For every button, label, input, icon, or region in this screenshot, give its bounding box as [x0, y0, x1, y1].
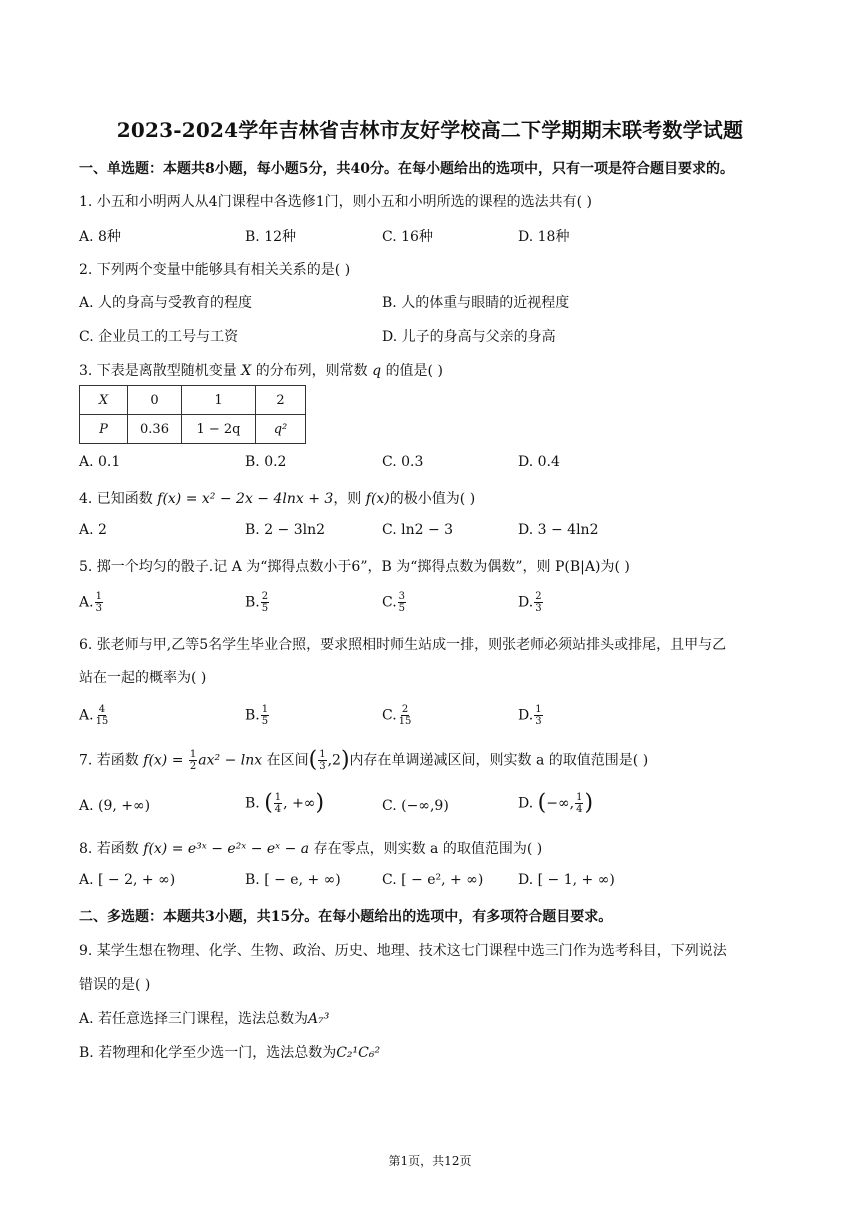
question-7-stem — [79, 749, 648, 772]
section-heading-multi-choice: 二、多选题：本题共3小题，共15分。在每小题给出的选项中，有多项符合题目要求。 — [79, 909, 613, 925]
paren: ( — [537, 790, 547, 816]
option-label: D. — [518, 795, 534, 812]
q8-option-b: B. [ − e, + ∞) — [245, 872, 341, 888]
denominator: 5 — [261, 603, 269, 614]
q4-option-d: D. 3 − 4ln2 — [518, 522, 599, 538]
question-9-stem-line-2: 错误的是( ) — [79, 977, 151, 993]
denominator: 5 — [261, 716, 269, 727]
fraction — [261, 704, 269, 727]
table-cell: P — [80, 415, 128, 444]
q7-function-head: f(x) = — [143, 752, 184, 769]
q6-option-b — [245, 704, 270, 727]
numerator: 2 — [401, 704, 409, 715]
q3-parameter: q — [372, 363, 382, 379]
paren: ) — [584, 790, 594, 816]
q4-option-a: A. 2 — [79, 522, 107, 538]
q5-option-a — [79, 591, 104, 614]
table-cell: 1 — [182, 386, 256, 415]
interval-tail: , +∞ — [283, 795, 316, 812]
question-3-stem — [79, 360, 443, 380]
q5-option-c — [382, 591, 407, 614]
option-label: C. — [382, 594, 397, 611]
q6-option-d — [518, 704, 544, 727]
option-text: A. 若任意选择三门课程，选法总数为 — [79, 1011, 309, 1027]
fraction — [95, 591, 103, 614]
q4-function: f(x) = x² − 2x − 4lnx + 3 — [157, 491, 334, 507]
q7-stem-part-b: 在区间 — [266, 752, 309, 769]
numerator: 4 — [98, 704, 106, 715]
q4-stem-part-c: 的极小值为( ) — [389, 491, 476, 507]
table-cell: q² — [256, 415, 306, 444]
page-footer: 第1页，共12页 — [388, 1154, 472, 1168]
q2-option-c: C. 企业员工的工号与工资 — [79, 329, 239, 345]
q3-variable: X — [241, 363, 252, 379]
option-label: C. — [382, 707, 397, 724]
question-6-stem-line-1: 6. 张老师与甲,乙等5名学生毕业合照，要求照相时师生站成一排，则张老师必须站排头或排尾，且甲与乙 — [79, 637, 727, 653]
page-title: 2023-2024学年吉林省吉林市友好学校高二下学期期末联考数学试题 — [116, 118, 744, 142]
table-cell: 0.36 — [128, 415, 182, 444]
question-5-stem: 5. 掷一个均匀的骰子.记 A 为“掷得点数小于6”，B 为“掷得点数为偶数”，则 P(B|A)为( ) — [79, 559, 630, 575]
q2-option-a: A. 人的身高与受教育的程度 — [79, 295, 253, 311]
fraction — [398, 591, 406, 614]
option-label: B. — [245, 594, 260, 611]
q4-stem-part-a: 4. 已知函数 — [79, 491, 153, 507]
denominator: 3 — [535, 603, 542, 614]
fraction — [534, 704, 542, 727]
q7-option-c: C. (−∞,9) — [382, 798, 449, 814]
question-4-stem — [79, 488, 475, 508]
q1-option-c: C. 16种 — [382, 229, 433, 245]
denominator: 2 — [189, 761, 197, 772]
numerator: 1 — [274, 792, 282, 803]
question-8-stem — [79, 838, 542, 858]
q2-option-b: B. 人的体重与眼睛的近视程度 — [382, 295, 570, 311]
fraction — [274, 792, 282, 815]
q1-option-d: D. 18种 — [518, 229, 570, 245]
question-9-stem-line-1: 9. 某学生想在物理、化学、生物、政治、历史、地理、技术这七门课程中选三门作为选考科目，下列说法 — [79, 943, 727, 959]
denominator: 15 — [398, 716, 412, 727]
q8-function: f(x) = e³ˣ − e²ˣ − eˣ − a — [143, 841, 310, 857]
q3-stem-part-c: 的值是( ) — [385, 363, 443, 379]
q4-stem-part-b: ，则 — [333, 491, 362, 507]
fraction — [575, 792, 583, 815]
numerator: 1 — [95, 591, 102, 602]
option-label: B. — [245, 795, 260, 812]
q3-option-b: B. 0.2 — [245, 454, 287, 470]
paren: ) — [315, 790, 325, 816]
q3-stem-part-b: 的分布列，则常数 — [255, 363, 368, 379]
table-cell: 0 — [128, 386, 182, 415]
table-cell: X — [80, 386, 128, 415]
option-text: B. 若物理和化学至少选一门，选法总数为 — [79, 1045, 337, 1061]
q7-stem-part-a: 7. 若函数 — [79, 752, 139, 769]
q3-option-d: D. 0.4 — [518, 454, 560, 470]
numerator: 1 — [261, 704, 269, 715]
q8-option-a: A. [ − 2, + ∞) — [79, 872, 176, 888]
numerator: 1 — [535, 704, 542, 715]
q8-option-c: C. [ − e², + ∞) — [382, 872, 484, 888]
q7-stem-part-c: 内存在单调递减区间，则实数 a 的取值范围是( ) — [349, 752, 649, 769]
numerator: 1 — [319, 749, 326, 760]
denominator: 4 — [576, 804, 583, 815]
q8-stem-part-a: 8. 若函数 — [79, 841, 139, 857]
paren: ) — [340, 747, 350, 773]
option-label: D. — [518, 594, 534, 611]
table-row — [80, 386, 306, 415]
numerator: 3 — [398, 591, 406, 602]
denominator: 4 — [274, 804, 282, 815]
q2-option-d: D. 儿子的身高与父亲的身高 — [382, 329, 556, 345]
fraction — [398, 704, 413, 727]
q3-option-c: C. 0.3 — [382, 454, 424, 470]
option-label: D. — [518, 707, 534, 724]
q8-option-d: D. [ − 1, + ∞) — [518, 872, 615, 888]
fraction — [318, 749, 326, 772]
interval-head: −∞, — [546, 795, 575, 812]
q7-option-a: A. (9, +∞) — [79, 798, 151, 814]
option-label: A. — [79, 707, 94, 724]
question-6-stem-line-2: 站在一起的概率为( ) — [79, 670, 207, 686]
denominator: 5 — [398, 603, 406, 614]
numerator: 2 — [261, 591, 269, 602]
q5-option-b — [245, 591, 270, 614]
question-2-stem: 2. 下列两个变量中能够具有相关关系的是( ) — [79, 262, 351, 278]
q4-function-ref: f(x) — [365, 491, 390, 507]
fraction — [95, 704, 110, 727]
distribution-table — [79, 385, 306, 444]
q7-function-tail: ax² − lnx — [198, 752, 263, 769]
q6-option-a — [79, 704, 110, 727]
q5-option-d — [518, 591, 544, 614]
option-label: B. — [245, 707, 260, 724]
question-1-stem: 1. 小五和小明两人从4门课程中各选修1门，则小五和小明所选的课程的选法共有( ) — [79, 194, 592, 210]
q1-option-b: B. 12种 — [245, 229, 297, 245]
q6-option-c — [382, 704, 413, 727]
numerator: 1 — [576, 792, 583, 803]
q9-option-a — [79, 1008, 329, 1028]
numerator: 1 — [189, 749, 197, 760]
q9-option-b — [79, 1042, 380, 1062]
denominator: 3 — [535, 716, 542, 727]
q4-option-c: C. ln2 − 3 — [382, 522, 454, 538]
permutation-expression: A₇³ — [308, 1011, 330, 1027]
table-cell: 2 — [256, 386, 306, 415]
paren: ( — [308, 747, 318, 773]
section-heading-single-choice: 一、单选题：本题共8小题，每小题5分，共40分。在每小题给出的选项中，只有一项是符合题目要求的。 — [79, 161, 734, 177]
paren: ( — [264, 790, 273, 816]
q8-stem-part-b: 存在零点，则实数 a 的取值范围为( ) — [313, 841, 543, 857]
denominator: 3 — [319, 761, 326, 772]
q3-option-a: A. 0.1 — [79, 454, 121, 470]
q1-option-a: A. 8种 — [79, 229, 121, 245]
interval-end: ,2 — [327, 752, 341, 769]
option-label: A. — [79, 594, 94, 611]
numerator: 2 — [535, 591, 542, 602]
q4-option-b: B. 2 − 3ln2 — [245, 522, 326, 538]
fraction — [534, 591, 542, 614]
fraction — [189, 749, 197, 772]
table-cell: 1 − 2q — [182, 415, 256, 444]
q3-stem-part-a: 3. 下表是离散型随机变量 — [79, 363, 237, 379]
table-row — [80, 415, 306, 444]
q7-option-b — [245, 792, 324, 815]
q7-option-d — [518, 792, 593, 815]
combination-expression: C₂¹C₆² — [336, 1045, 381, 1061]
denominator: 3 — [95, 603, 102, 614]
denominator: 15 — [95, 716, 109, 727]
fraction — [261, 591, 269, 614]
